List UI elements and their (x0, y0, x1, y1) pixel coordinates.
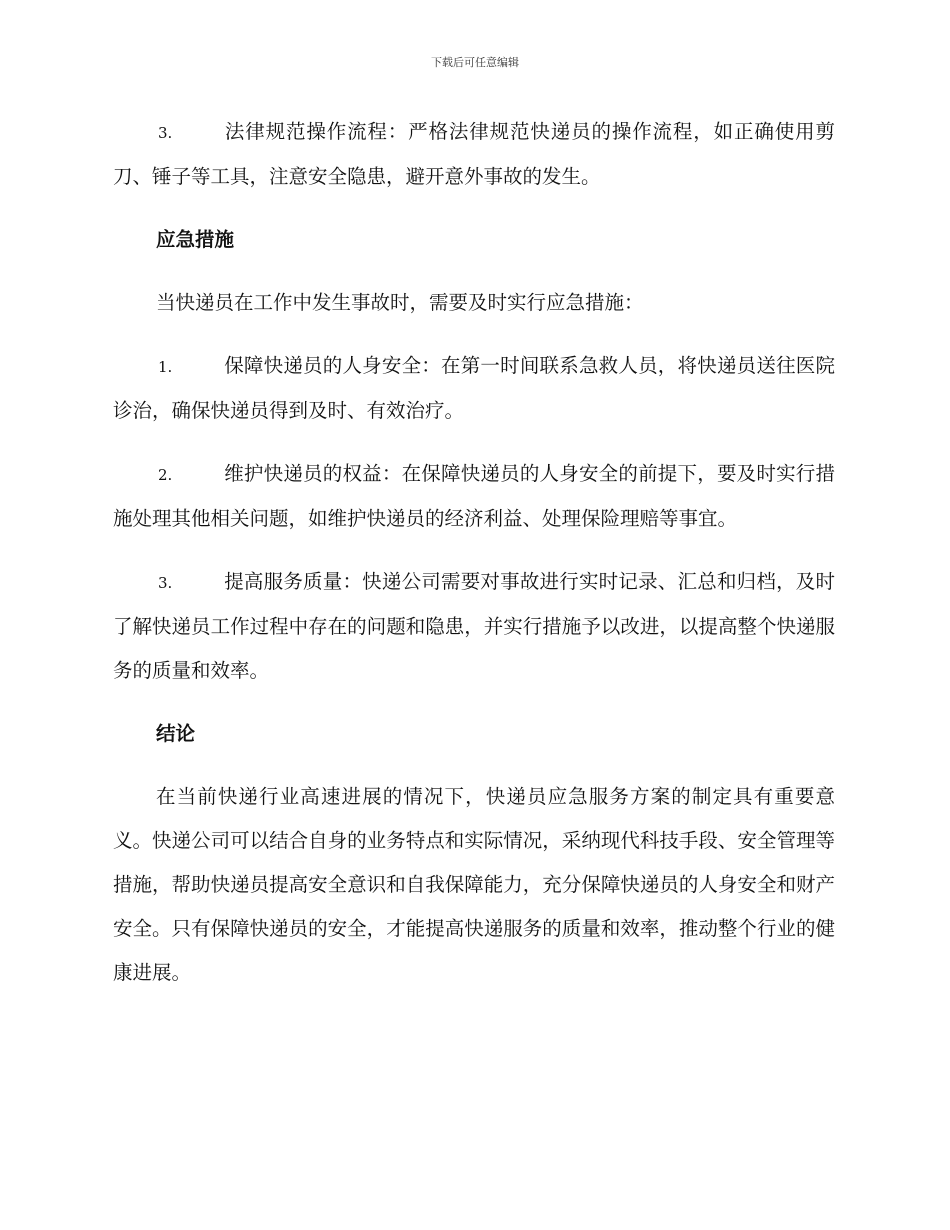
list-number: 1. (158, 358, 173, 376)
list-text: 保障快递员的人身安全：在第一时间联系急救人员，将快递员送往医院诊治，确保快递员得到及时、有效治疗。 (113, 354, 835, 422)
list-text: 提高服务质量：快递公司需要对事故进行实时记录、汇总和归档，及时了解快递员工作过程中存在的问题和隐患，并实行措施予以改进，以提高整个快递服务的质量和效率。 (113, 570, 835, 682)
list-number: 3. (158, 124, 173, 142)
document-body (113, 110, 835, 1014)
intro-paragraph: 当快递员在工作中发生事故时，需要及时实行应急措施： (156, 291, 644, 314)
list-text: 维护快递员的权益：在保障快递员的人身安全的前提下，要及时实行措施处理其他相关问题，如维护快递员的经济利益、处理保险理赔等事宜。 (113, 462, 835, 530)
list-number: 2. (158, 466, 173, 484)
list-text: 法律规范操作流程：严格法律规范快递员的操作流程，如正确使用剪刀、锤子等工具，注意安全隐患，避开意外事故的发生。 (113, 120, 835, 188)
list-item (113, 560, 835, 693)
list-item (113, 110, 835, 199)
section-heading-conclusion: 结论 (156, 722, 196, 745)
list-number: 3. (158, 574, 173, 592)
list-item (113, 344, 835, 433)
section-heading-emergency: 应急措施 (156, 228, 235, 251)
list-item (113, 452, 835, 541)
page-header: 下载后可任意编辑 (431, 56, 519, 69)
conclusion-paragraph: 在当前快递行业高速进展的情况下，快递员应急服务方案的制定具有重要意义。快递公司可以结合自身的业务特点和实际情况，采纳现代科技手段、安全管理等措施，帮助快递员提高安全意识和自我保障能力，充分保障快递员的人身安全和财产安全。只有保障快递员的安全，才能提高快递服务的质量和效率，推动整个行业的健康进展。 (113, 785, 835, 984)
